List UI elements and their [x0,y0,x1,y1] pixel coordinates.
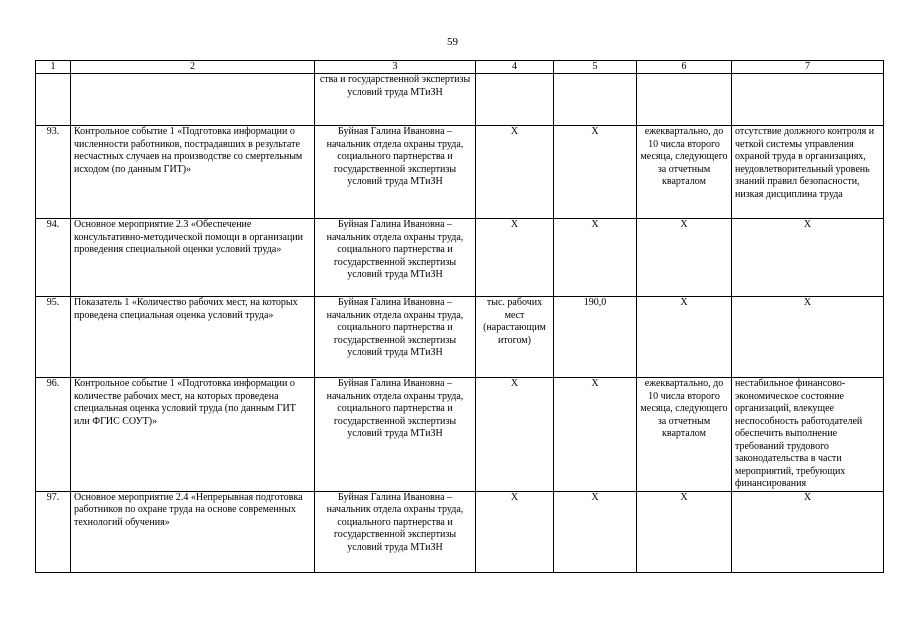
table-row [36,491,884,572]
table-row [36,126,884,219]
cell-num: 97. [36,491,71,572]
cell-value: X [554,491,637,572]
table-row [36,219,884,297]
cell-name [71,74,315,126]
cell-responsible: Буйная Галина Ивановна – начальник отдела охраны труда, социального партнерства и государственной экспертизы условий труда МТиЗН [315,378,476,492]
cell-name: Основное мероприятие 2.4 «Непрерывная подготовка работников по охране труда на основе современных технологий обучения» [71,491,315,572]
cell-num: 93. [36,126,71,219]
col-header-7: 7 [732,61,884,74]
cell-risk: X [732,219,884,297]
cell-value: X [554,126,637,219]
cell-value: X [554,378,637,492]
cell-name: Контрольное событие 1 «Подготовка информации о численности работников, пострадавших в результате несчастных случаев на производстве со смертельным исходом (по данным ГИТ)» [71,126,315,219]
cell-num: 94. [36,219,71,297]
cell-unit: X [476,126,554,219]
cell-term: X [637,491,732,572]
cell-term [637,74,732,126]
cell-term: ежеквартально, до 10 числа второго месяца, следующего за отчетным кварталом [637,378,732,492]
cell-name: Основное мероприятие 2.3 «Обеспечение консультативно-методической помощи в организации проведения специальной оценки условий труда» [71,219,315,297]
cell-responsible: Буйная Галина Ивановна – начальник отдела охраны труда, социального партнерства и государственной экспертизы условий труда МТиЗН [315,126,476,219]
cell-unit: X [476,491,554,572]
cell-num: 96. [36,378,71,492]
cell-risk: отсутствие должного контроля и четкой системы управления охраной труда в организациях, неудовлетворительный уровень знаний правил безопасности, низкая дисциплина труда [732,126,884,219]
col-header-4: 4 [476,61,554,74]
cell-term: ежеквартально, до 10 числа второго месяца, следующего за отчетным кварталом [637,126,732,219]
col-header-5: 5 [554,61,637,74]
cell-value: 190,0 [554,297,637,378]
col-header-2: 2 [71,61,315,74]
cell-responsible: Буйная Галина Ивановна – начальник отдела охраны труда, социального партнерства и государственной экспертизы условий труда МТиЗН [315,219,476,297]
cell-value [554,74,637,126]
table-row [36,297,884,378]
measures-table [35,60,884,573]
cell-risk: X [732,297,884,378]
col-header-1: 1 [36,61,71,74]
cell-term: X [637,219,732,297]
cell-num: 95. [36,297,71,378]
cell-unit [476,74,554,126]
col-header-3: 3 [315,61,476,74]
header-row [36,61,884,74]
cell-unit: X [476,378,554,492]
continuation-row [36,74,884,126]
cell-name: Контрольное событие 1 «Подготовка информации о количестве рабочих мест, на которых проведена специальная оценка условий труда (по данным ГИТ или ФГИС СОУТ)» [71,378,315,492]
cell-term: X [637,297,732,378]
cell-unit: тыс. рабочих мест (нарастающим итогом) [476,297,554,378]
col-header-6: 6 [637,61,732,74]
cell-name: Показатель 1 «Количество рабочих мест, на которых проведена специальная оценка условий труда» [71,297,315,378]
cell-value: X [554,219,637,297]
cell-responsible: ства и государственной экспертизы условий труда МТиЗН [315,74,476,126]
cell-responsible: Буйная Галина Ивановна – начальник отдела охраны труда, социального партнерства и государственной экспертизы условий труда МТиЗН [315,491,476,572]
cell-unit: X [476,219,554,297]
cell-risk: нестабильное финансово-экономическое состояние организаций, влекущее неспособность работодателей обеспечить выполнение требований трудового законодательства в части мероприятий, требующих финансирования [732,378,884,492]
cell-risk [732,74,884,126]
cell-responsible: Буйная Галина Ивановна – начальник отдела охраны труда, социального партнерства и государственной экспертизы условий труда МТиЗН [315,297,476,378]
cell-risk: X [732,491,884,572]
table-row [36,378,884,492]
page-number: 59 [447,36,458,48]
cell-num [36,74,71,126]
